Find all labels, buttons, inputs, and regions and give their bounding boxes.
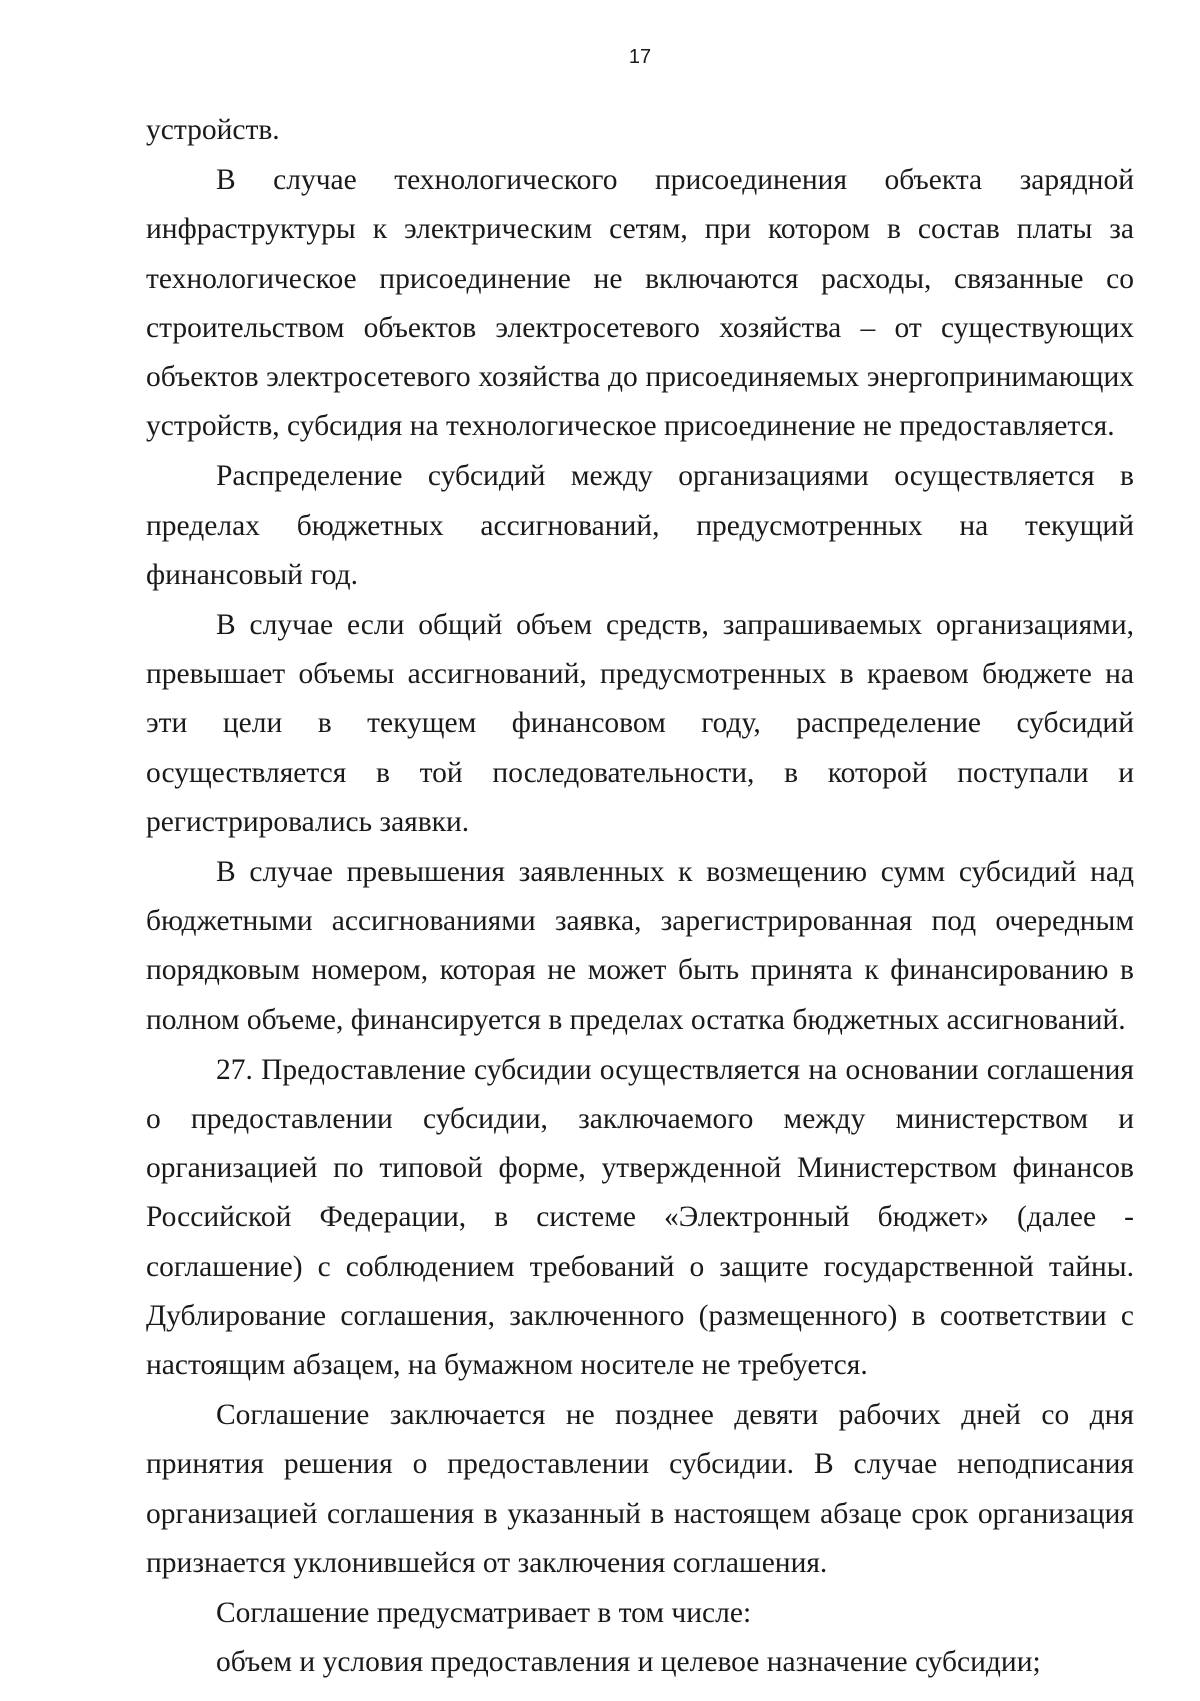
paragraph-grid-connection: В случае технологического присоединения объекта зарядной инфраструктуры к электрическим сетям, при котором в состав платы за технологическое присоединение не включаются расходы, связанные со строительством объектов электросетевого хозяйства – от существующих объектов электросетевого хозяйства до присоединяемых энергопринимающих устройств, субсидия на технологическое присоединение не предоставляется. bbox=[146, 164, 1134, 443]
page-number: 17 bbox=[628, 46, 652, 68]
paragraph-clause-27: 27. Предоставление субсидии осуществляется на основании соглашения о предоставлении субсидии, заключаемого между министерством и организацией по типовой форме, утвержденной Министерством финансов Российской Федерации, в системе «Электронный бюджет» (далее - соглашение) с соблюдением требований о защите государственной тайны. Дублирование соглашения, заключенного (размещенного) в соответствии с настоящим абзацем, на бумажном носителе не требуется. bbox=[146, 1053, 1134, 1382]
paragraph-continuation: устройств. bbox=[146, 114, 280, 146]
paragraph-volume-exceeds: В случае если общий объем средств, запрашиваемых организациями, превышает объемы ассигнований, предусмотренных в краевом бюджете на эти цели в текущем финансовом году, распределение субсидий осуществляется в той последовательности, в которой поступали и регистрировались заявки. bbox=[146, 609, 1134, 838]
paragraph-agreement-provides: Соглашение предусматривает в том числе: bbox=[216, 1597, 752, 1630]
paragraph-agreement-deadline: Соглашение заключается не позднее девяти рабочих дней со дня принятия решения о предоставлении субсидии. В случае неподписания организацией соглашения в указанный в настоящем абзаце срок организация признается уклонившейся от заключения соглашения. bbox=[146, 1399, 1134, 1579]
document-body bbox=[146, 106, 1134, 1688]
paragraph-amount-exceeds: В случае превышения заявленных к возмещению сумм субсидий над бюджетными ассигнованиями заявка, зарегистрированная под очередным порядковым номером, которая не может быть принята к финансированию в полном объеме, финансируется в пределах остатка бюджетных ассигнований. bbox=[146, 856, 1134, 1036]
list-item-subsidy-terms: объем и условия предоставления и целевое назначение субсидии; bbox=[216, 1646, 1041, 1679]
paragraph-subsidy-distribution: Распределение субсидий между организациями осуществляется в пределах бюджетных ассигнований, предусмотренных на текущий финансовый год. bbox=[146, 460, 1134, 591]
